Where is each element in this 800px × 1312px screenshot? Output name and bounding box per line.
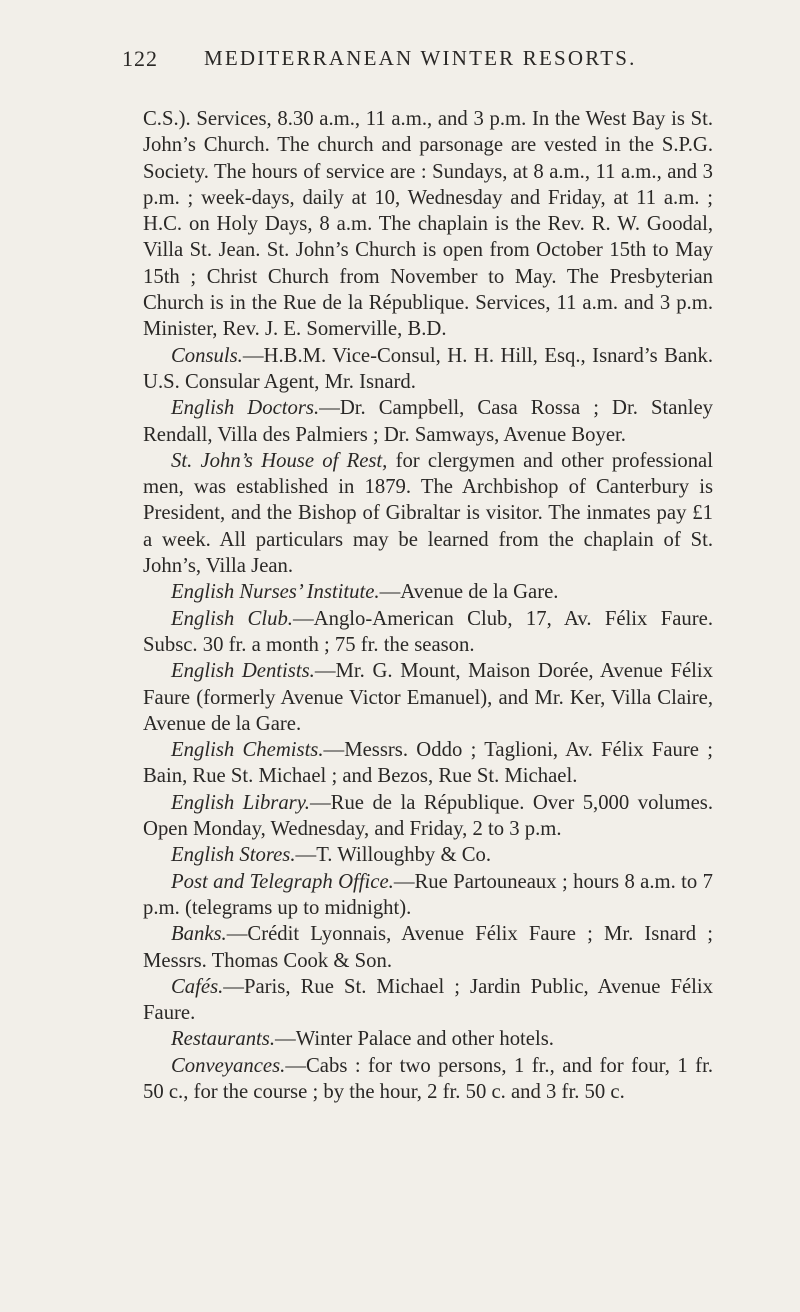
paragraph-text: —Dr. Campbell, Casa Rossa ; Dr. Stanley Rendall, Villa des Palmiers ; Dr. Samways, Avenue Boyer.: [143, 397, 714, 446]
paragraph-heading: English Club.: [171, 607, 293, 630]
paragraph-text: —Rue Partouneaux ; hours 8 a.m. to 7 p.m. (telegrams up to midnight).: [143, 870, 713, 919]
paragraph-heading: Conveyances.: [171, 1054, 286, 1077]
paragraph-heading: Cafés.: [171, 975, 224, 998]
paragraph-english-library: [143, 790, 713, 843]
body-text: [143, 106, 713, 1105]
paragraph-text: —Anglo-American Club, 17, Av. Félix Faure. Subsc. 30 fr. a month ; 75 fr. the season.: [143, 607, 714, 656]
paragraph-consuls: [143, 343, 713, 396]
paragraph-heading: St. John’s House of Rest,: [171, 449, 388, 472]
paragraph-english-chemists: [143, 737, 713, 790]
paragraph-english-dentists: [143, 658, 713, 737]
paragraph-english-stores: [143, 842, 713, 868]
paragraph-text: for clergymen and other professional men, was established in 1879. The Archbishop of Canterbury is President, and the Bishop of Gibraltar is visitor. The inmates pay £1 a week. All particulars may be learned from the chaplain of St. John’s, Villa Jean.: [143, 449, 713, 578]
paragraph-banks: [143, 921, 713, 974]
paragraph-heading: Banks.: [171, 923, 227, 946]
paragraph-text: —T. Willoughby & Co.: [295, 844, 492, 867]
paragraph-heading: English Doctors.: [171, 397, 320, 420]
paragraph-restaurants: [143, 1026, 713, 1052]
paragraph-conveyances: [143, 1053, 713, 1106]
running-head: MEDITERRANEAN WINTER RESORTS.: [204, 46, 637, 70]
paragraph-cafes: [143, 974, 713, 1027]
paragraph-text: —Paris, Rue St. Michael ; Jardin Public, Avenue Félix Faure.: [143, 975, 713, 1025]
paragraph-nurses-institute: [143, 579, 713, 605]
paragraph-post-telegraph: [143, 869, 713, 922]
paragraph-text: —Avenue de la Gare.: [379, 581, 559, 604]
paragraph-text: —Rue de la République. Over 5,000 volumes. Open Monday, Wednesday, and Friday, 2 to 3 p.m.: [143, 791, 713, 841]
paragraph-heading: Consuls.: [171, 344, 243, 367]
paragraph-heading: Restaurants.: [171, 1028, 276, 1051]
paragraph-heading: Post and Telegraph Office.: [171, 870, 394, 893]
paragraph-heading: English Nurses’ Institute.: [171, 581, 380, 604]
paragraph-text: —Messrs. Oddo ; Taglioni, Av. Félix Faure ; Bain, Rue St. Michael ; and Bezos, Rue St. Michael.: [143, 739, 714, 788]
page-number: 122: [122, 46, 158, 71]
paragraph-heading: English Library.: [171, 791, 310, 814]
paragraph-heading: English Dentists.: [171, 660, 315, 683]
paragraph-heading: English Chemists.: [171, 739, 324, 762]
page-header: [122, 46, 702, 80]
paragraph-text: —Winter Palace and other hotels.: [275, 1028, 554, 1051]
paragraph-english-club: [143, 606, 713, 659]
paragraph-house-of-rest: [143, 448, 713, 579]
paragraph-english-doctors: [143, 395, 713, 448]
paragraph-text: —Mr. G. Mount, Maison Dorée, Avenue Félix Faure (formerly Avenue Victor Emanuel), and Mr. Ker, Villa Claire, Avenue de la Gare.: [143, 660, 713, 735]
paragraph-continued: [143, 106, 713, 343]
paragraph-text: C.S.). Services, 8.30 a.m., 11 a.m., and 3 p.m. In the West Bay is St. John’s Church. The church and parsonage are vested in the S.P.G. Society. The hours of service are : Sundays, at 8 a.m., 11 a.m., and 3 p.m. ; week-days, daily at 10, Wednesday and Friday, at 11 a.m. ; H.C. on Holy Days, 8 a.m. The chaplain is the Rev. R. W. Goodal, Villa St. Jean. St. John’s Church is open from October 15th to May 15th ; Christ Church from November to May. The Presbyterian Church is in the Rue de la République. Services, 11 a.m. and 3 p.m. Minister, Rev. J. E. Somerville, B.D.: [143, 108, 713, 341]
paragraph-heading: English Stores.: [171, 844, 296, 867]
paragraph-text: —Crédit Lyonnais, Avenue Félix Faure ; Mr. Isnard ; Messrs. Thomas Cook & Son.: [143, 923, 713, 972]
paragraph-text: —Cabs : for two persons, 1 fr., and for four, 1 fr. 50 c., for the course ; by the hour, 2 fr. 50 c. and 3 fr. 50 c.: [143, 1054, 713, 1103]
paragraph-text: —H.B.M. Vice-Consul, H. H. Hill, Esq., Isnard’s Bank. U.S. Consular Agent, Mr. Isnard.: [143, 344, 713, 393]
